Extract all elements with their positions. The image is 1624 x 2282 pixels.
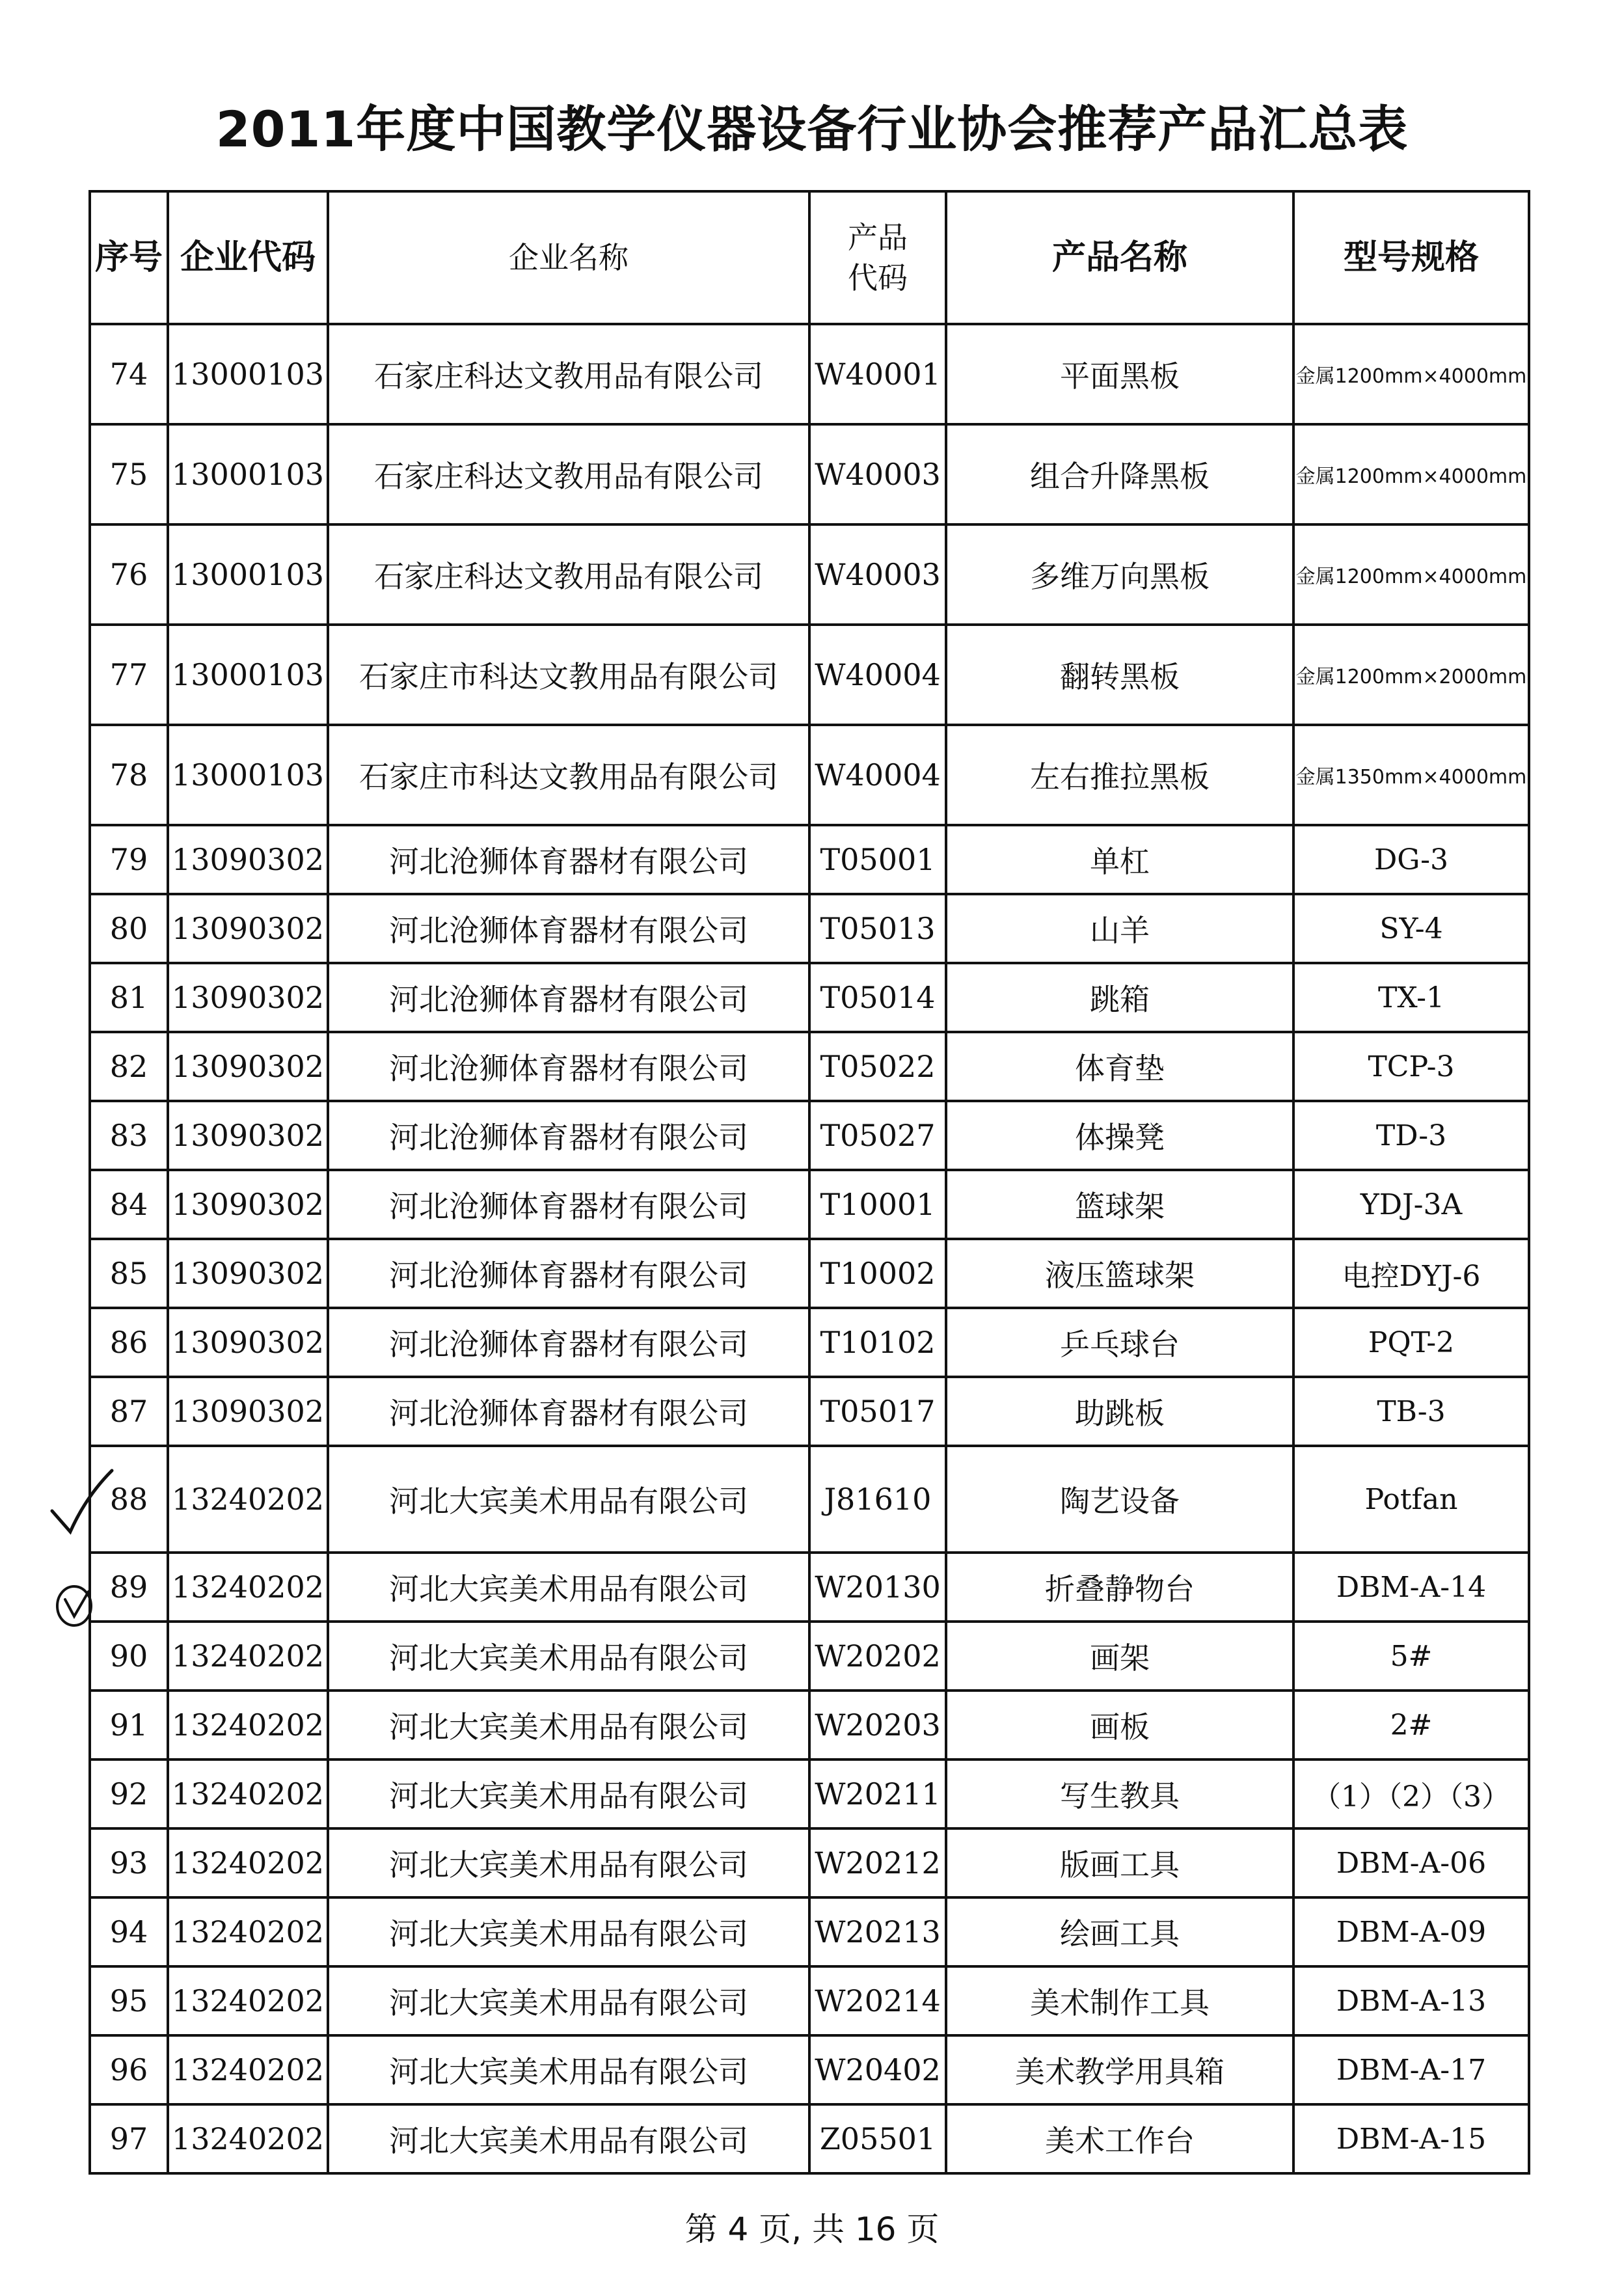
cell-serial: 84	[90, 1170, 168, 1239]
page-title: 2011年度中国教学仪器设备行业协会推荐产品汇总表	[215, 100, 1409, 158]
table-row	[90, 524, 1529, 625]
product-table	[88, 190, 1530, 2175]
cell-company-code: 13240202	[168, 2104, 328, 2173]
cell-product-code: T10002	[809, 1239, 946, 1308]
table-row	[90, 1032, 1529, 1101]
cell-product-name: 跳箱	[946, 963, 1293, 1032]
cell-serial: 95	[90, 1966, 168, 2035]
cell-product-name: 美术制作工具	[946, 1966, 1293, 2035]
cell-product-code: W20202	[809, 1622, 946, 1691]
cell-product-code: T05013	[809, 894, 946, 963]
cell-product-code: W20213	[809, 1897, 946, 1966]
table-row	[90, 1622, 1529, 1691]
table-row	[90, 1691, 1529, 1759]
cell-company-name: 河北大宾美术用品有限公司	[328, 2035, 809, 2104]
cell-serial: 94	[90, 1897, 168, 1966]
cell-company-name: 河北沧狮体育器材有限公司	[328, 1239, 809, 1308]
cell-company-code: 13240202	[168, 1553, 328, 1622]
cell-product-code: W20211	[809, 1759, 946, 1828]
cell-model-spec: 金属1200mm×4000mm	[1293, 424, 1529, 524]
cell-company-code: 13240202	[168, 1691, 328, 1759]
cell-serial: 92	[90, 1759, 168, 1828]
cell-company-name: 河北沧狮体育器材有限公司	[328, 1377, 809, 1446]
handwritten-circle-check-icon	[49, 1580, 102, 1632]
cell-product-name: 乒乓球台	[946, 1308, 1293, 1377]
cell-product-name: 画架	[946, 1622, 1293, 1691]
table-row	[90, 2035, 1529, 2104]
cell-company-code: 13240202	[168, 2035, 328, 2104]
header-company-name: 企业名称	[328, 191, 809, 324]
cell-serial: 74	[90, 324, 168, 424]
cell-company-name: 河北大宾美术用品有限公司	[328, 1691, 809, 1759]
cell-company-code: 13090302	[168, 1239, 328, 1308]
cell-product-code: T05017	[809, 1377, 946, 1446]
cell-model-spec: 5#	[1293, 1622, 1529, 1691]
cell-product-name: 画板	[946, 1691, 1293, 1759]
cell-company-name: 河北大宾美术用品有限公司	[328, 1897, 809, 1966]
table-body	[90, 324, 1529, 2173]
cell-serial: 78	[90, 725, 168, 825]
cell-product-code: W40003	[809, 424, 946, 524]
cell-model-spec: DBM-A-13	[1293, 1966, 1529, 2035]
cell-product-code: W20130	[809, 1553, 946, 1622]
table-row	[90, 1828, 1529, 1897]
cell-serial: 88	[90, 1446, 168, 1553]
header-company-code: 企业代码	[168, 191, 328, 324]
cell-company-name: 河北沧狮体育器材有限公司	[328, 825, 809, 894]
cell-company-name: 河北沧狮体育器材有限公司	[328, 963, 809, 1032]
cell-product-name: 美术教学用具箱	[946, 2035, 1293, 2104]
cell-serial: 75	[90, 424, 168, 524]
cell-company-code: 13090302	[168, 1308, 328, 1377]
cell-product-code: W40004	[809, 625, 946, 725]
table-row	[90, 1239, 1529, 1308]
cell-product-name: 多维万向黑板	[946, 524, 1293, 625]
table-row	[90, 825, 1529, 894]
cell-company-name: 河北沧狮体育器材有限公司	[328, 1308, 809, 1377]
cell-model-spec: 金属1350mm×4000mm	[1293, 725, 1529, 825]
cell-company-name: 河北大宾美术用品有限公司	[328, 2104, 809, 2173]
table-row	[90, 424, 1529, 524]
cell-product-code: T05001	[809, 825, 946, 894]
cell-model-spec: DBM-A-06	[1293, 1828, 1529, 1897]
table-row	[90, 1759, 1529, 1828]
cell-product-name: 体育垫	[946, 1032, 1293, 1101]
cell-company-name: 河北大宾美术用品有限公司	[328, 1446, 809, 1553]
cell-model-spec: DG-3	[1293, 825, 1529, 894]
cell-product-name: 山羊	[946, 894, 1293, 963]
cell-company-name: 河北沧狮体育器材有限公司	[328, 894, 809, 963]
cell-company-code: 13000103	[168, 424, 328, 524]
cell-product-code: W40003	[809, 524, 946, 625]
table-row	[90, 1553, 1529, 1622]
cell-company-name: 河北大宾美术用品有限公司	[328, 1759, 809, 1828]
cell-company-code: 13240202	[168, 1897, 328, 1966]
header-product-name: 产品名称	[946, 191, 1293, 324]
cell-company-name: 河北大宾美术用品有限公司	[328, 1622, 809, 1691]
cell-serial: 89	[90, 1553, 168, 1622]
cell-product-name: 液压篮球架	[946, 1239, 1293, 1308]
cell-product-name: 版画工具	[946, 1828, 1293, 1897]
cell-product-code: W40004	[809, 725, 946, 825]
cell-product-code: T05022	[809, 1032, 946, 1101]
cell-company-code: 13090302	[168, 1032, 328, 1101]
cell-company-name: 石家庄科达文教用品有限公司	[328, 324, 809, 424]
cell-company-name: 石家庄市科达文教用品有限公司	[328, 725, 809, 825]
cell-company-code: 13090302	[168, 1101, 328, 1170]
cell-serial: 83	[90, 1101, 168, 1170]
cell-model-spec: PQT-2	[1293, 1308, 1529, 1377]
cell-company-code: 13240202	[168, 1759, 328, 1828]
cell-company-code: 13090302	[168, 1377, 328, 1446]
cell-product-code: W20203	[809, 1691, 946, 1759]
cell-company-name: 河北沧狮体育器材有限公司	[328, 1101, 809, 1170]
cell-serial: 80	[90, 894, 168, 963]
cell-serial: 93	[90, 1828, 168, 1897]
cell-product-name: 组合升降黑板	[946, 424, 1293, 524]
cell-product-name: 左右推拉黑板	[946, 725, 1293, 825]
cell-product-code: Z05501	[809, 2104, 946, 2173]
cell-model-spec: DBM-A-15	[1293, 2104, 1529, 2173]
cell-serial: 81	[90, 963, 168, 1032]
cell-product-name: 平面黑板	[946, 324, 1293, 424]
cell-model-spec: 2#	[1293, 1691, 1529, 1759]
cell-company-code: 13000103	[168, 524, 328, 625]
cell-product-name: 助跳板	[946, 1377, 1293, 1446]
header-product-code: 产品 代码	[809, 191, 946, 324]
cell-product-code: W20214	[809, 1966, 946, 2035]
table-row	[90, 725, 1529, 825]
cell-product-name: 写生教具	[946, 1759, 1293, 1828]
cell-serial: 79	[90, 825, 168, 894]
cell-product-name: 陶艺设备	[946, 1446, 1293, 1553]
cell-serial: 85	[90, 1239, 168, 1308]
cell-serial: 96	[90, 2035, 168, 2104]
cell-company-name: 石家庄科达文教用品有限公司	[328, 524, 809, 625]
table-row	[90, 1446, 1529, 1553]
cell-company-name: 石家庄科达文教用品有限公司	[328, 424, 809, 524]
cell-product-code: T05014	[809, 963, 946, 1032]
cell-model-spec: 电控DYJ-6	[1293, 1239, 1529, 1308]
cell-model-spec: Potfan	[1293, 1446, 1529, 1553]
table-row	[90, 2104, 1529, 2173]
cell-company-name: 河北大宾美术用品有限公司	[328, 1553, 809, 1622]
cell-serial: 77	[90, 625, 168, 725]
cell-product-code: W40001	[809, 324, 946, 424]
table-row	[90, 1101, 1529, 1170]
table-row	[90, 1966, 1529, 2035]
cell-company-code: 13240202	[168, 1622, 328, 1691]
cell-serial: 91	[90, 1691, 168, 1759]
cell-model-spec: DBM-A-17	[1293, 2035, 1529, 2104]
cell-company-name: 石家庄市科达文教用品有限公司	[328, 625, 809, 725]
cell-company-code: 13240202	[168, 1966, 328, 2035]
cell-model-spec: TB-3	[1293, 1377, 1529, 1446]
cell-company-name: 河北大宾美术用品有限公司	[328, 1966, 809, 2035]
cell-product-name: 折叠静物台	[946, 1553, 1293, 1622]
table-row	[90, 625, 1529, 725]
table-row	[90, 324, 1529, 424]
cell-model-spec: 金属1200mm×4000mm	[1293, 524, 1529, 625]
table-row	[90, 894, 1529, 963]
cell-company-name: 河北沧狮体育器材有限公司	[328, 1170, 809, 1239]
table-row	[90, 1308, 1529, 1377]
cell-company-code: 13000103	[168, 625, 328, 725]
cell-model-spec: DBM-A-09	[1293, 1897, 1529, 1966]
table-row	[90, 1897, 1529, 1966]
table-row	[90, 963, 1529, 1032]
cell-product-code: W20402	[809, 2035, 946, 2104]
cell-company-code: 13090302	[168, 894, 328, 963]
table-row	[90, 1170, 1529, 1239]
cell-model-spec: （1）（2）（3）	[1293, 1759, 1529, 1828]
cell-serial: 76	[90, 524, 168, 625]
cell-model-spec: SY-4	[1293, 894, 1529, 963]
cell-serial: 90	[90, 1622, 168, 1691]
cell-product-code: T10102	[809, 1308, 946, 1377]
cell-product-name: 美术工作台	[946, 2104, 1293, 2173]
cell-company-code: 13240202	[168, 1828, 328, 1897]
cell-product-code: T10001	[809, 1170, 946, 1239]
cell-product-name: 单杠	[946, 825, 1293, 894]
cell-serial: 86	[90, 1308, 168, 1377]
cell-serial: 97	[90, 2104, 168, 2173]
handwritten-check-icon	[47, 1464, 118, 1542]
header-serial: 序号	[90, 191, 168, 324]
cell-product-name: 体操凳	[946, 1101, 1293, 1170]
page-footer: 第 4 页, 共 16 页	[684, 2210, 940, 2248]
cell-company-code: 13000103	[168, 324, 328, 424]
cell-product-code: T05027	[809, 1101, 946, 1170]
cell-company-name: 河北大宾美术用品有限公司	[328, 1828, 809, 1897]
cell-product-name: 绘画工具	[946, 1897, 1293, 1966]
cell-product-name: 篮球架	[946, 1170, 1293, 1239]
cell-model-spec: DBM-A-14	[1293, 1553, 1529, 1622]
cell-model-spec: TCP-3	[1293, 1032, 1529, 1101]
cell-model-spec: 金属1200mm×2000mm	[1293, 625, 1529, 725]
cell-serial: 82	[90, 1032, 168, 1101]
cell-model-spec: 金属1200mm×4000mm	[1293, 324, 1529, 424]
cell-company-code: 13090302	[168, 825, 328, 894]
cell-company-code: 13090302	[168, 1170, 328, 1239]
cell-serial: 87	[90, 1377, 168, 1446]
cell-company-code: 13000103	[168, 725, 328, 825]
cell-model-spec: TD-3	[1293, 1101, 1529, 1170]
header-model-spec: 型号规格	[1293, 191, 1529, 324]
cell-product-code: W20212	[809, 1828, 946, 1897]
cell-company-code: 13090302	[168, 963, 328, 1032]
cell-company-name: 河北沧狮体育器材有限公司	[328, 1032, 809, 1101]
cell-company-code: 13240202	[168, 1446, 328, 1553]
cell-model-spec: TX-1	[1293, 963, 1529, 1032]
cell-model-spec: YDJ-3A	[1293, 1170, 1529, 1239]
cell-product-code: J81610	[809, 1446, 946, 1553]
table-header-row	[90, 191, 1529, 324]
table-row	[90, 1377, 1529, 1446]
cell-product-name: 翻转黑板	[946, 625, 1293, 725]
